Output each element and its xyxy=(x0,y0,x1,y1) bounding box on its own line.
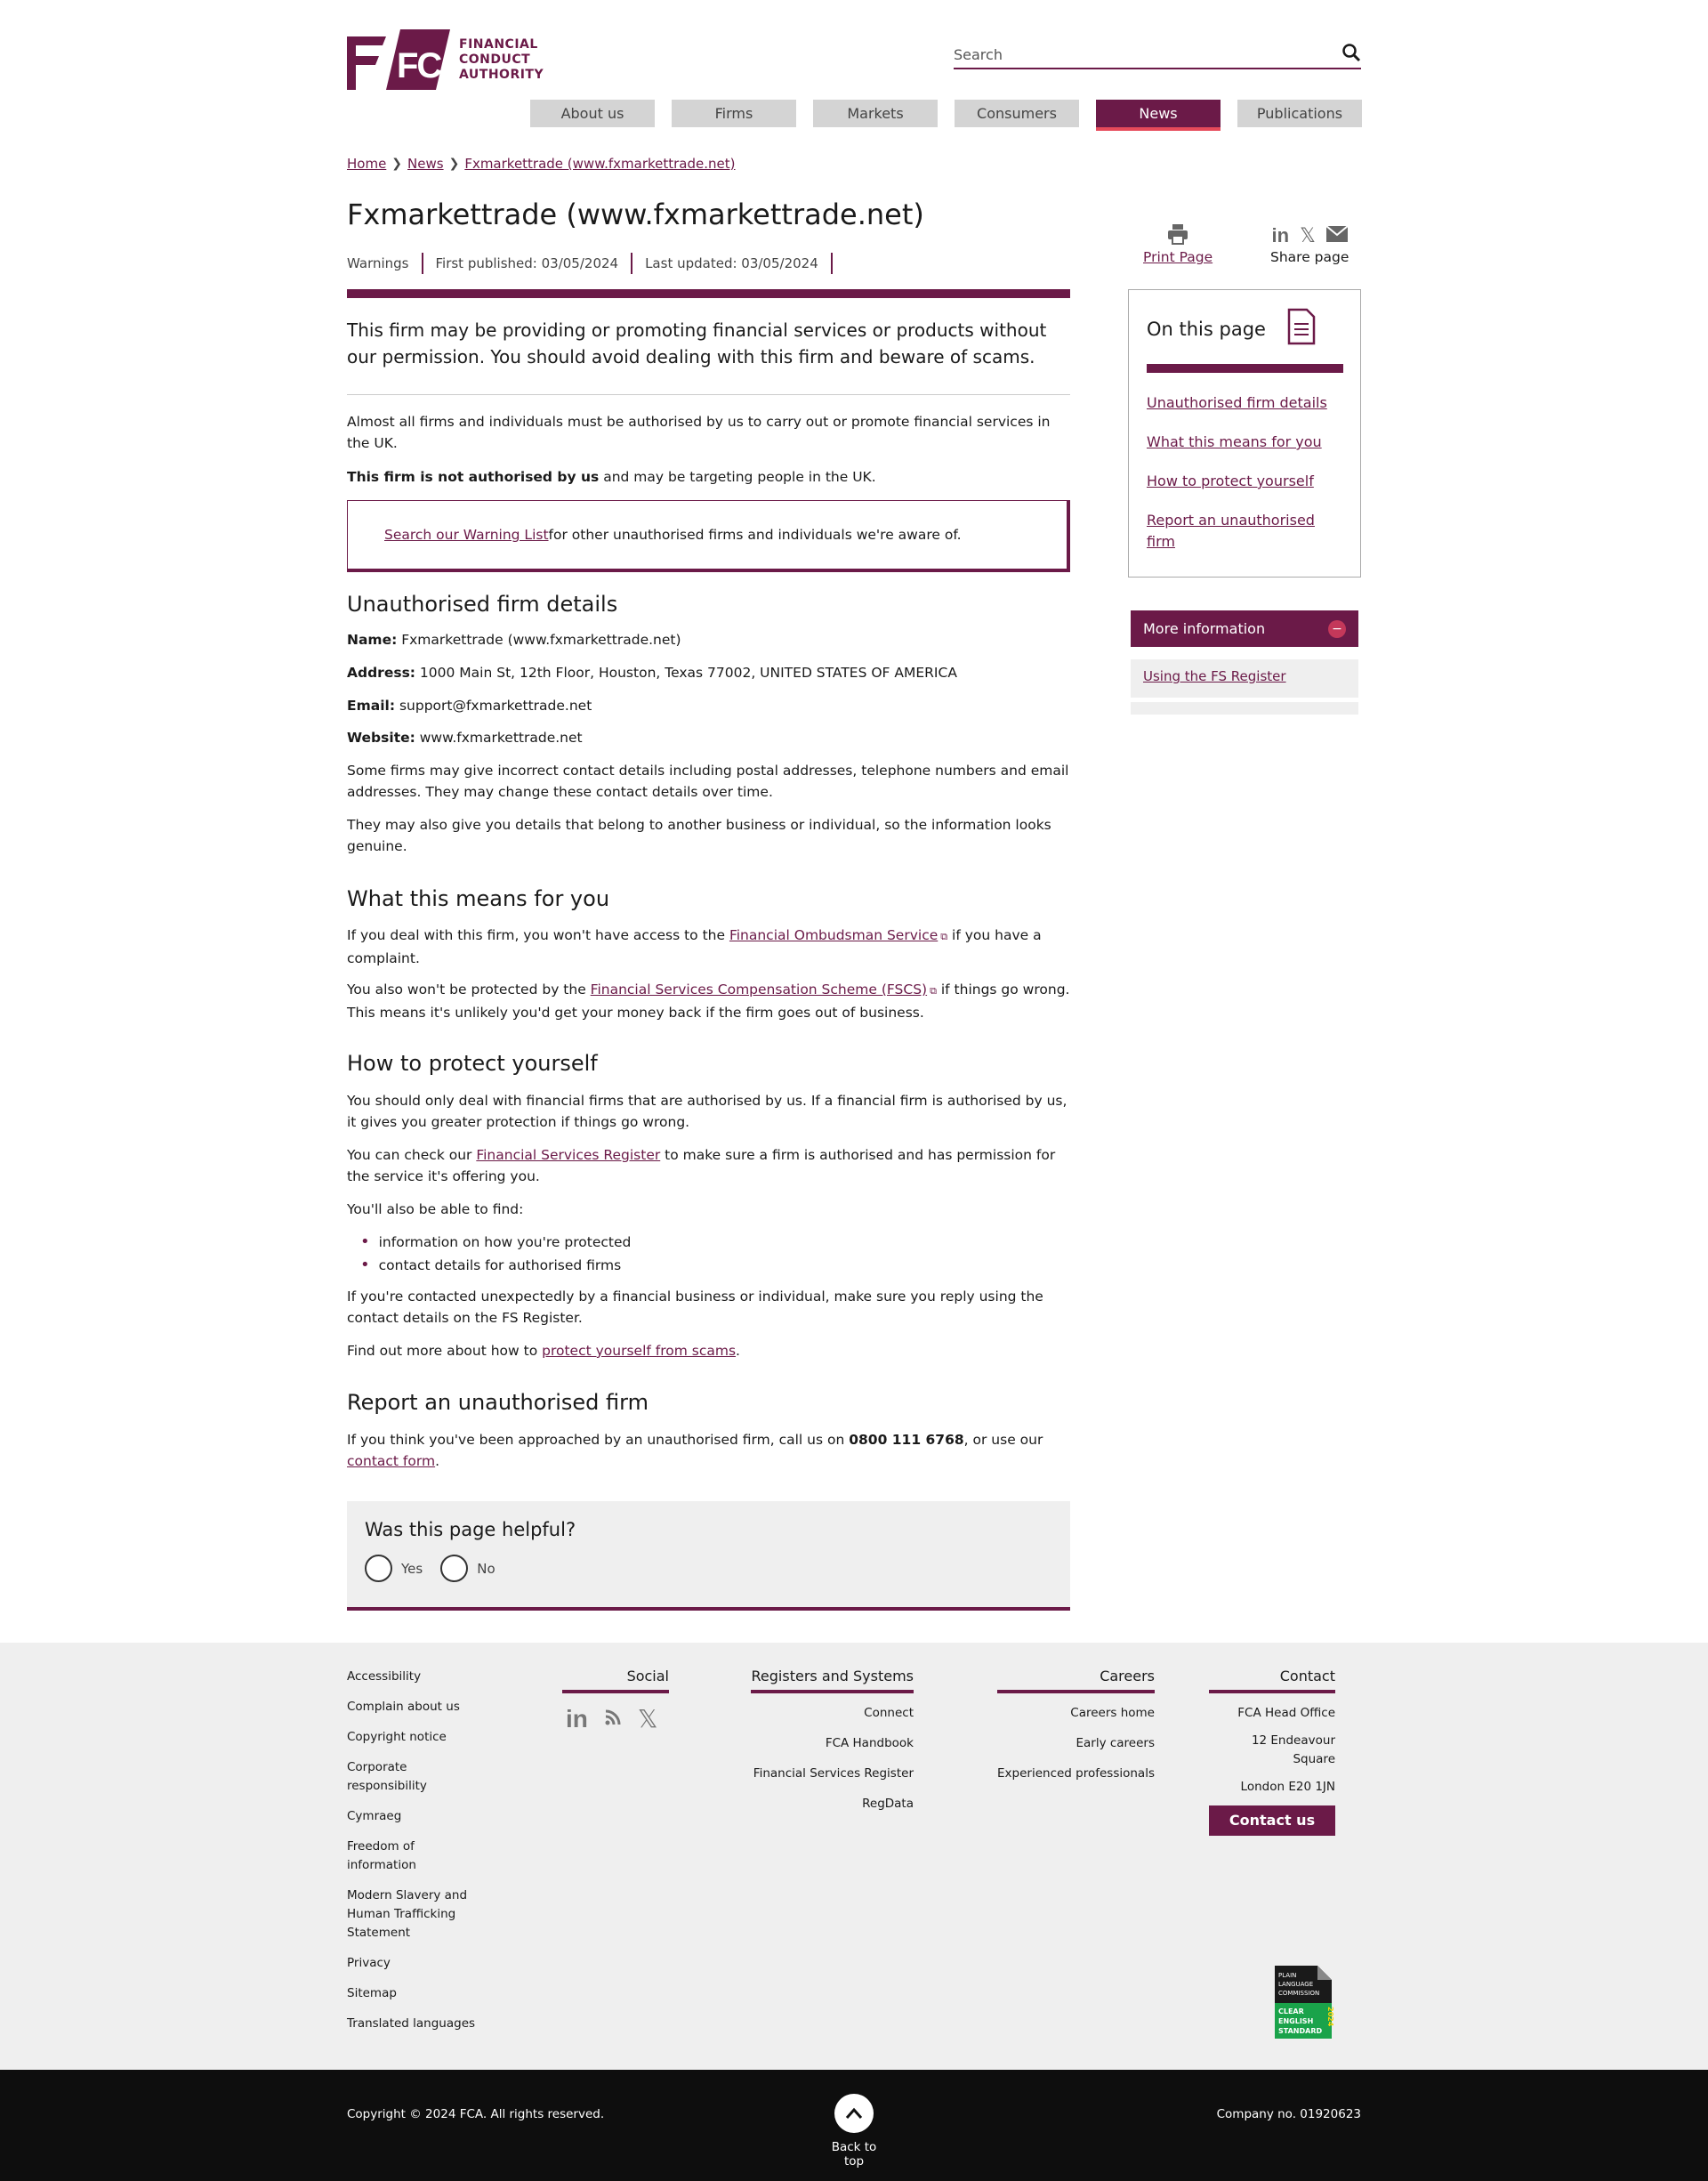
fs-register-link[interactable]: Financial Services Register xyxy=(476,1147,661,1163)
plain-badge-year: 2024 xyxy=(1326,2007,1334,2027)
protect-text: You can check our xyxy=(347,1147,477,1163)
footer-link-fs-register[interactable]: Financial Services Register xyxy=(753,1766,914,1781)
contact-line: FCA Head Office xyxy=(1237,1706,1335,1720)
detail-address xyxy=(347,662,1070,683)
footer-contact-heading: Contact xyxy=(1209,1668,1335,1693)
plain-badge-line: ENGLISH xyxy=(1278,2017,1314,2025)
footer-link-connect[interactable]: Connect xyxy=(864,1706,914,1720)
detail-address-label: Address: xyxy=(347,665,415,681)
nav-firms[interactable]: Firms xyxy=(672,100,796,127)
feedback-yes-label[interactable]: Yes xyxy=(401,1560,423,1577)
protect-paragraph xyxy=(347,1144,1070,1187)
share-page-label: Share page xyxy=(1270,249,1349,265)
share-icons xyxy=(1270,222,1349,249)
social-icons xyxy=(562,1704,669,1733)
footer-link-cymraeg[interactable]: Cymraeg xyxy=(347,1809,402,1823)
company-number: Company no. 01920623 xyxy=(1216,2107,1361,2121)
logo-line: CONDUCT xyxy=(459,52,531,67)
footer-link-careers-home[interactable]: Careers home xyxy=(1070,1706,1155,1720)
footer-link-complain[interactable]: Complain about us xyxy=(347,1700,460,1714)
contact-line: 12 Endeavour Square xyxy=(1251,1733,1335,1766)
detail-website-label: Website: xyxy=(347,730,415,746)
x-twitter-icon[interactable]: 𝕏 xyxy=(1300,224,1316,247)
detail-website-value: www.fxmarkettrade.net xyxy=(415,730,583,746)
footer-links xyxy=(347,1668,480,2045)
means-paragraph xyxy=(347,979,1070,1023)
linkedin-icon[interactable]: in xyxy=(566,1704,588,1733)
nav-publications[interactable]: Publications xyxy=(1237,100,1362,127)
search-icon[interactable] xyxy=(1341,43,1361,66)
on-this-page-divider xyxy=(1147,364,1343,373)
plain-badge-line: CLEAR xyxy=(1278,2007,1304,2015)
more-information-label: More information xyxy=(1143,620,1266,637)
meta-last-updated: Last updated: 03/05/2024 xyxy=(632,253,833,274)
external-link-icon: ⧉ xyxy=(930,985,937,997)
heading-report: Report an unauthorised firm xyxy=(347,1390,649,1415)
page-title: Fxmarkettrade (www.fxmarkettrade.net) xyxy=(347,198,924,231)
heading-firm-details: Unauthorised firm details xyxy=(347,592,618,617)
means-text: You also won't be protected by the xyxy=(347,981,591,998)
logo-letters: FCA xyxy=(397,46,465,85)
report-paragraph xyxy=(347,1429,1070,1472)
detail-email-label: Email: xyxy=(347,698,396,714)
chevron-right-icon: ❯ xyxy=(448,157,460,171)
footer-contact xyxy=(1209,1668,1335,1836)
means-text: if you have a complaint. xyxy=(347,927,1042,966)
warning-list-callout xyxy=(347,500,1070,572)
plain-badge-line: COMMISSION xyxy=(1278,1990,1320,1997)
list-item: • contact details for authorised firms xyxy=(360,1254,631,1277)
more-information-body xyxy=(1131,659,1358,698)
feedback-question: Was this page helpful? xyxy=(365,1519,576,1540)
back-to-top[interactable] xyxy=(820,2094,888,2169)
detail-name-value: Fxmarkettrade (www.fxmarkettrade.net) xyxy=(397,632,681,648)
logo-line: FINANCIAL xyxy=(459,36,538,52)
breadcrumb-home[interactable]: Home xyxy=(347,156,387,172)
fca-logo[interactable] xyxy=(347,29,544,90)
heading-what-this-means: What this means for you xyxy=(347,886,610,911)
linkedin-icon[interactable]: in xyxy=(1271,224,1290,246)
nav-markets[interactable]: Markets xyxy=(813,100,938,127)
document-icon xyxy=(1287,308,1316,350)
list-item: • information on how you're protected xyxy=(360,1231,631,1254)
scams-link[interactable]: protect yourself from scams xyxy=(542,1343,737,1359)
not-authorised-bold: This firm is not authorised by us xyxy=(347,469,600,485)
protect-paragraph: You'll also be able to find: xyxy=(347,1201,524,1217)
x-twitter-icon[interactable]: 𝕏 xyxy=(637,1704,658,1733)
feedback-yes-radio[interactable] xyxy=(365,1555,392,1582)
not-authorised-paragraph xyxy=(347,466,1070,488)
detail-address-value: 1000 Main St, 12th Floor, Houston, Texas 77002, UNITED STATES OF AMERICA xyxy=(415,665,957,681)
detail-name xyxy=(347,629,1070,650)
footer-link-modern-slavery[interactable]: Modern Slavery and Human Trafficking Statement xyxy=(347,1888,468,1940)
toc-link-what-this-means[interactable]: What this means for you xyxy=(1147,433,1322,450)
chevron-up-icon xyxy=(834,2094,874,2133)
feedback-options xyxy=(365,1555,513,1582)
report-phone: 0800 111 6768 xyxy=(849,1432,964,1448)
footer-link-foi[interactable]: Freedom of information xyxy=(347,1839,416,1872)
details-paragraph: Some firms may give incorrect contact details including postal addresses, telephone numbers and email addresses. They may change these contact details over time. xyxy=(347,763,1069,800)
protect-paragraph: If you're contacted unexpectedly by a financial business or individual, make sure you reply using the contact details on the FS Register. xyxy=(347,1288,1043,1326)
means-text: If you deal with this firm, you won't have access to the xyxy=(347,927,729,943)
bottom-bar xyxy=(0,2070,1708,2181)
meta-type: Warnings xyxy=(347,253,423,274)
breadcrumb xyxy=(347,156,735,172)
printer-icon xyxy=(1143,222,1213,249)
nav-about-us[interactable]: About us xyxy=(530,100,655,127)
protect-text: to make sure a firm is authorised and has permission for the service it's offering you. xyxy=(347,1147,1056,1184)
breadcrumb-current[interactable]: Fxmarkettrade (www.fxmarkettrade.net) xyxy=(464,156,736,172)
share-page xyxy=(1270,222,1349,265)
feedback-no-label[interactable]: No xyxy=(477,1560,495,1577)
fs-register-guide-link[interactable]: Using the FS Register xyxy=(1143,668,1286,684)
search-input[interactable] xyxy=(954,46,1309,63)
ombudsman-link[interactable]: Financial Ombudsman Service xyxy=(729,927,939,943)
minus-icon: − xyxy=(1328,620,1346,638)
footer-link-handbook[interactable]: FCA Handbook xyxy=(825,1736,914,1750)
footer-link-copyright[interactable]: Copyright notice xyxy=(347,1730,447,1744)
footer-social xyxy=(562,1668,669,1733)
on-this-page-header xyxy=(1147,308,1316,350)
protect-paragraph: You should only deal with financial firms that are authorised by us. If a financial firm is authorised by us, it gives you greater protection if things go wrong. xyxy=(347,1093,1068,1130)
protect-text: Find out more about how to xyxy=(347,1343,543,1359)
copyright: Copyright © 2024 FCA. All rights reserved. xyxy=(347,2107,605,2121)
footer-link-sitemap[interactable]: Sitemap xyxy=(347,1986,397,2000)
contact-form-link[interactable]: contact form xyxy=(347,1453,436,1469)
footer-link-translated[interactable]: Translated languages xyxy=(347,2016,476,2031)
main-nav xyxy=(530,100,1362,131)
feedback-box xyxy=(347,1501,1070,1611)
protect-paragraph xyxy=(347,1340,1070,1361)
footer-registers xyxy=(751,1668,914,1825)
footer-link-privacy[interactable]: Privacy xyxy=(347,1956,391,1970)
plain-language-badge xyxy=(1275,1966,1332,2039)
print-page-link[interactable]: Print Page xyxy=(1143,249,1213,265)
detail-email-value: support@fxmarkettrade.net xyxy=(395,698,592,714)
lead-warning: This firm may be providing or promoting financial services or products without our permission. You should avoid dealing with this firm and beware of scams. xyxy=(347,319,1047,368)
nav-news[interactable]: News xyxy=(1096,100,1221,131)
email-icon[interactable] xyxy=(1326,226,1348,246)
on-this-page-title: On this page xyxy=(1147,318,1266,340)
footer-careers-heading: Careers xyxy=(997,1668,1155,1693)
callout-text: for other unauthorised firms and individuals we're aware of. xyxy=(548,527,962,543)
footer-link-regdata[interactable]: RegData xyxy=(862,1797,914,1811)
footer-registers-heading: Registers and Systems xyxy=(751,1668,914,1693)
plain-badge-line: STANDARD xyxy=(1278,2027,1323,2035)
breadcrumb-news[interactable]: News xyxy=(407,156,444,172)
rss-icon[interactable] xyxy=(604,1708,622,1730)
footer-link-accessibility[interactable]: Accessibility xyxy=(347,1669,422,1684)
warning-list-link[interactable]: Search our Warning List xyxy=(384,527,549,543)
details-paragraph: They may also give you details that belong to another business or individual, so the information looks genuine. xyxy=(347,817,1051,854)
plain-badge-line: LANGUAGE xyxy=(1278,1981,1314,1988)
footer-link-corporate[interactable]: Corporate responsibility xyxy=(347,1760,427,1793)
toc-link-firm-details[interactable]: Unauthorised firm details xyxy=(1147,394,1327,411)
contact-us-button[interactable]: Contact us xyxy=(1209,1805,1335,1836)
report-text: . xyxy=(435,1453,440,1469)
title-divider xyxy=(347,289,1070,298)
fscs-link[interactable]: Financial Services Compensation Scheme (FSCS) xyxy=(590,981,928,998)
divider xyxy=(347,394,1070,395)
report-text: , or use our xyxy=(963,1432,1043,1448)
nav-consumers[interactable]: Consumers xyxy=(955,100,1079,127)
report-text: If you think you've been approached by an unauthorised firm, call us on xyxy=(347,1432,850,1448)
logo-line: AUTHORITY xyxy=(459,67,544,82)
detail-website xyxy=(347,727,1070,748)
means-paragraph xyxy=(347,925,1070,969)
contact-line: London E20 1JN xyxy=(1240,1780,1335,1794)
footer-careers xyxy=(997,1668,1155,1795)
means-text: if things go wrong. This means it's unlikely you'd get your money back if the firm goes out of business. xyxy=(347,981,1070,1021)
intro-paragraph: Almost all firms and individuals must be authorised by us to carry out or promote financial services in the UK. xyxy=(347,414,1051,451)
footer-social-heading: Social xyxy=(562,1668,669,1693)
page-meta xyxy=(347,253,833,274)
external-link-icon: ⧉ xyxy=(940,931,948,942)
feedback-no-radio[interactable] xyxy=(440,1555,468,1582)
back-to-top-label[interactable]: Back to top xyxy=(831,2140,877,2169)
protect-list xyxy=(360,1231,631,1277)
more-information-toggle[interactable] xyxy=(1131,610,1358,647)
toc-link-report[interactable]: Report an unauthorised firm xyxy=(1147,512,1315,550)
plain-badge-line: PLAIN xyxy=(1278,1972,1297,1979)
print-page[interactable] xyxy=(1143,222,1213,265)
chevron-right-icon: ❯ xyxy=(391,157,403,171)
site-footer xyxy=(0,1643,1708,2070)
logo-wordmark xyxy=(459,37,544,83)
not-authorised-rest: and may be targeting people in the UK. xyxy=(599,469,876,485)
toc-link-protect-yourself[interactable]: How to protect yourself xyxy=(1147,473,1314,489)
on-this-page-panel xyxy=(1128,289,1361,578)
more-information-footer xyxy=(1131,702,1358,715)
search-bar xyxy=(954,41,1361,69)
fca-logo-mark xyxy=(347,29,465,90)
footer-link-early-careers[interactable]: Early careers xyxy=(1076,1736,1155,1750)
detail-name-label: Name: xyxy=(347,632,398,648)
detail-email xyxy=(347,695,1070,716)
footer-link-experienced[interactable]: Experienced professionals xyxy=(997,1766,1155,1781)
meta-first-published: First published: 03/05/2024 xyxy=(423,253,633,274)
protect-text: . xyxy=(736,1343,740,1359)
heading-protect-yourself: How to protect yourself xyxy=(347,1051,598,1076)
